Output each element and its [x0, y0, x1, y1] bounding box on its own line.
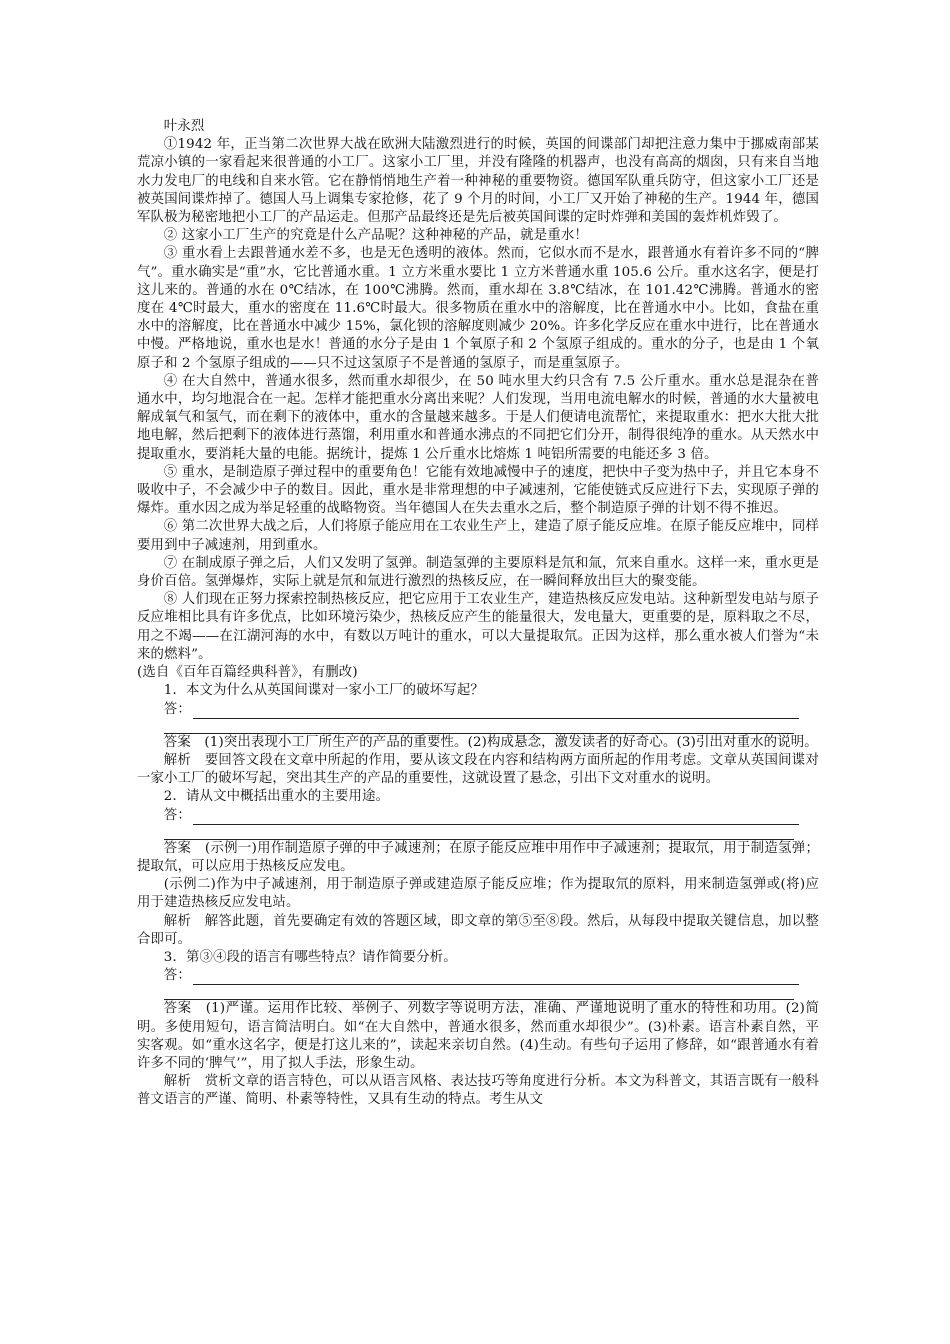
answer-1: 答案 (1)突出表现小工厂所生产的产品的重要性。(2)构成悬念，激发读者的好奇心。(3)引出对重水的说明。	[163, 734, 818, 750]
answer-gap	[137, 719, 819, 733]
answer-field-2[interactable]	[137, 807, 819, 825]
document-page	[137, 118, 819, 1110]
analysis-2: 解析 解答此题，首先要确定有效的答题区域，即文章的第⑤至⑧段。然后，从每段中提取关键信息，加以整合即可。	[137, 913, 819, 947]
question-1: 1．本文为什么从英国间谍对一家小工厂的破坏写起？	[163, 683, 484, 699]
answer-rule	[193, 705, 799, 719]
analysis-3: 解析 赏析文章的语言特色，可以从语言风格、表达技巧等角度进行分析。本文为科普文，其语言既有一般科普文语言的严谨、简明、朴素等特性，又具有生动的特点。考生从文	[137, 1074, 819, 1108]
answer-prefix: 答：	[163, 968, 191, 984]
answer-prefix: 答：	[163, 701, 191, 717]
answer-rule	[193, 971, 799, 985]
answer-prefix: 答：	[163, 807, 191, 823]
paragraph-5: ⑤ 重水，是制造原子弹过程中的重要角色！它能有效地减慢中子的速度，把快中子变为热中子，并且它本身不吸收中子，不会减少中子的数目。因此，重水是非常理想的中子减速剂，它能使链式反应进行下去，实现原子弹的爆炸。重水因之成为举足轻重的战略物资。当年德国人在失去重水之后，整个制造原子弹的计划不得不推迟。	[137, 464, 819, 517]
paragraph-4: ④ 在大自然中，普通水很多，然而重水却很少，在 50 吨水里大约只含有 7.5 公斤重水。重水总是混杂在普通水中，均匀地混合在一起。怎样才能把重水分离出来呢？人们发现，当用电流电解水的时候，普通的水大量被电解成氧气和氢气，而在剩下的液体中，重水的含量越来越多。于是人们便请电流帮忙，来提取重水：把水大批大批地电解，然后把剩下的液体进行蒸馏，利用重水和普通水沸点的不同把它们分开，制得很纯净的重水。从天然水中提取重水，要消耗大量的电能。据统计，提炼 1 公斤重水比熔炼 1 吨铝所需要的电能还多 3 倍。	[137, 373, 819, 462]
answer-2-example: (示例二)作为中子减速剂，用于制造原子弹或建造原子能反应堆；作为提取氘的原料，用来制造氢弹或(将)应用于建造热核反应发电站。	[137, 877, 819, 911]
answer-rule	[193, 811, 799, 825]
paragraph-6: ⑥ 第二次世界大战之后，人们将原子能应用在工农业生产上，建造了原子能反应堆。在原子能反应堆中，同样要用到中子减速剂，用到重水。	[137, 519, 819, 553]
paragraph-3: ③ 重水看上去跟普通水差不多，也是无色透明的液体。然而，它似水而不是水，跟普通水有着许多不同的“脾气”。重水确实是“重”水，它比普通水重。1 立方米重水要比 1 立方米普通水重 105.6 公斤。重水这名字，便是打这儿来的。普通的水在 0℃结冰，在 100℃沸腾。然而，重水却在 3.8℃结冰，在 101.42℃沸腾。普通水的密度在 4℃时最大，重水的密度在 11.6℃时最大。很多物质在重水中的溶解度，比在普通水中小。比如，食盐在重水中的溶解度，比在普通水中减少 15%，氯化钡的溶解度则减少 20%。许多化学反应在重水中进行，比在普通水中慢。严格地说，重水也是水！普通的水分子是由 1 个氧原子和 2 个氢原子组成的。重水的分子，也是由 1 个氧原子和 2 个氢原子组成的——只不过这氢原子不是普通的氢原子，而是重氢原子。	[137, 246, 819, 371]
paragraph-1: ①1942 年，正当第二次世界大战在欧洲大陆激烈进行的时候，英国的间谍部门却把注意力集中于挪威南部某荒凉小镇的一家看起来很普通的小工厂。这家小工厂里，并没有隆隆的机器声，也没有高高的烟囱，只有来自当地水力发电厂的电线和自来水管。它在静悄悄地生产着一种神秘的重要物资。德国军队重兵防守，但这家小工厂还是被英国间谍炸掉了。德国人马上调集专家抢修，花了 9 个月的时间，小工厂又开始了神秘的生产。1944 年，德国军队极为秘密地把小工厂的产品运走。但那产品最终还是先后被英国间谍的定时炸弹和美国的轰炸机炸毁了。	[137, 137, 819, 226]
answer-gap	[137, 825, 819, 839]
question-3: 3．第③④段的语言有哪些特点？请作简要分析。	[163, 949, 457, 965]
paragraph-7: ⑦ 在制成原子弹之后，人们又发明了氢弹。制造氢弹的主要原料是氘和氚，氘来自重水。这样一来，重水更是身价百倍。氢弹爆炸，实际上就是氘和氚进行激烈的热核反应，在一瞬间释放出巨大的聚变能。	[137, 555, 819, 590]
question-2: 2．请从文中概括出重水的主要用途。	[163, 789, 390, 805]
source-citation: (选自《百年百篇经典科普》，有删改)	[137, 665, 358, 681]
paragraph-8: ⑧ 人们现在正努力探索控制热核反应，把它应用于工农业生产，建造热核反应发电站。这种新型发电站与原子反应堆相比具有许多优点，比如环境污染少，热核反应产生的能量很大，发电量大，更重要的是，原料取之不尽，用之不竭——在江湖河海的水中，有数以万吨计的重水，可以大量提取氘。正因为这样，那么重水被人们誉为“未来的燃料”。	[137, 592, 819, 662]
paragraph-2: ② 这家小工厂生产的究竟是什么产品呢？这种神秘的产品，就是重水！	[163, 228, 588, 244]
answer-2: 答案 (示例一)用作制造原子弹的中子减速剂；在原子能反应堆中用作中子减速剂；提取氘，用于制造氢弹；提取氘，可以应用于热核反应发电。	[137, 840, 819, 874]
answer-field-1[interactable]	[137, 701, 819, 719]
answer-gap	[137, 985, 819, 999]
answer-3: 答案 (1)严谨。运用作比较、举例子、列数字等说明方法，准确、严谨地说明了重水的特性和功用。(2)简明。多使用短句，语言简洁明白。如“在大自然中，普通水很多，然而重水却很少”。(3)朴素。语言朴素自然，平实客观。如“重水这名字，便是打这儿来的”，读起来亲切自然。(4)生动。有些句子运用了修辞，如“跟普通水有着许多不同的‘脾气’”，用了拟人手法，形象生动。	[137, 1001, 819, 1071]
answer-field-3[interactable]	[137, 967, 819, 985]
analysis-1: 解析 要回答文段在文章中所起的作用，要从该文段在内容和结构两方面所起的作用考虑。文章从英国间谍对一家小工厂的破坏写起，突出其生产的产品的重要性，这就设置了悬念，引出下文对重水的说明。	[137, 752, 819, 787]
author-line: 叶永烈	[163, 119, 205, 134]
